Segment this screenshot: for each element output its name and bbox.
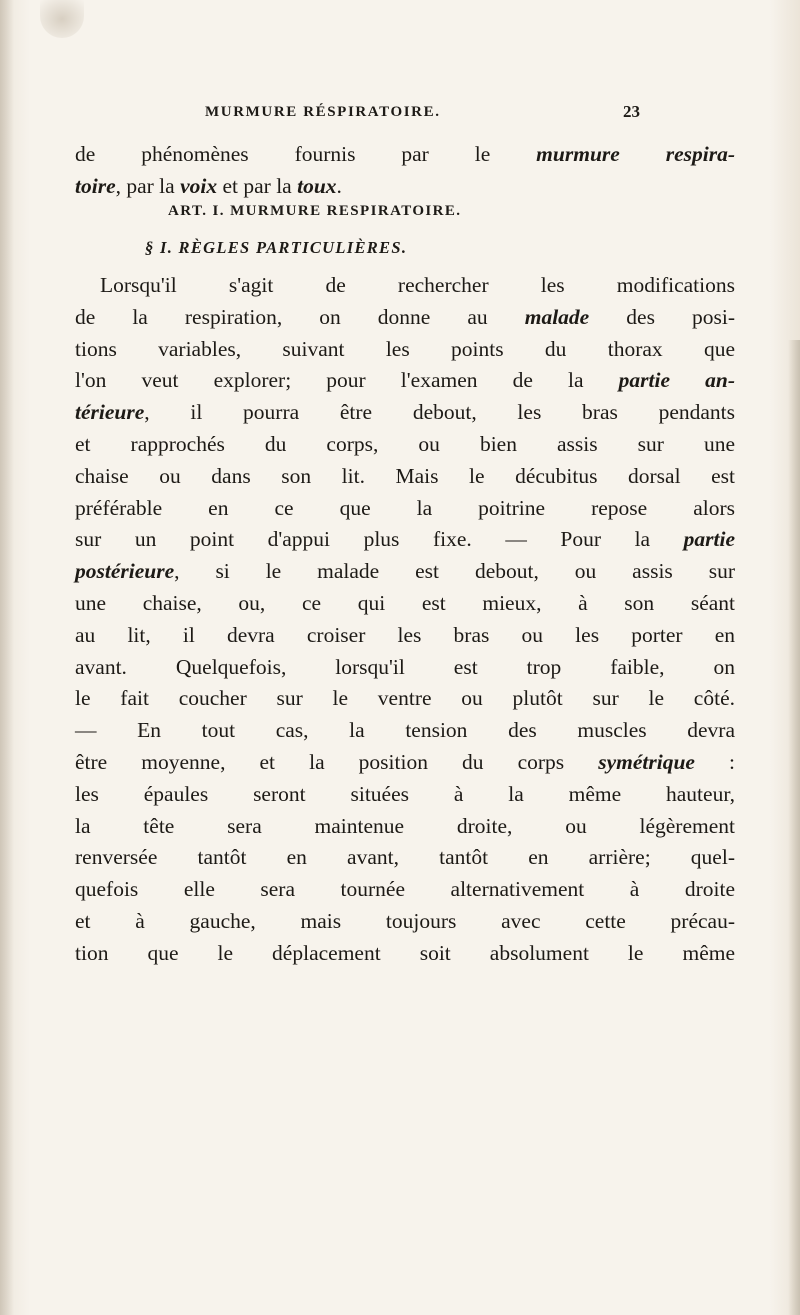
text-line: et rapprochés du corps, ou bien assis sur une (75, 431, 735, 456)
text-line: avant. Quelquefois, lorsqu'il est trop faible, on (75, 654, 735, 679)
text-line: quefois elle sera tournée alternativement à droite (75, 877, 735, 902)
text-line: une chaise, ou, ce qui est mieux, à son séant (75, 590, 735, 615)
body-paragraph (75, 270, 735, 970)
text-line: et à gauche, mais toujours avec cette précau- (75, 908, 735, 933)
text-line: Lorsqu'il s'agit de rechercher les modifications (100, 273, 735, 297)
section-title: § I. RÈGLES PARTICULIÈRES. (145, 238, 408, 257)
text-line: préférable en ce que la poitrine repose alors (75, 495, 735, 520)
text-line: l'on veut explorer; pour l'examen de la partie an- (75, 368, 735, 393)
page-edge-shadow (788, 340, 800, 1315)
text-line: tions variables, suivant les points du thorax que (75, 336, 735, 361)
text-line: au lit, il devra croiser les bras ou les porter en (75, 622, 735, 647)
text-line: la tête sera maintenue droite, ou légèrement (75, 813, 735, 838)
text-line: de la respiration, on donne au malade des posi- (75, 304, 735, 329)
intro-paragraph (75, 139, 735, 203)
text-line: le fait coucher sur le ventre ou plutôt sur le côté. (75, 686, 735, 711)
text-line: chaise ou dans son lit. Mais le décubitus dorsal est (75, 463, 735, 488)
paper-smudge (40, 0, 84, 38)
page-number: 23 (623, 102, 640, 121)
text-line: toire, par la voix et par la toux. (75, 173, 342, 198)
text-line: être moyenne, et la position du corps symétrique : (75, 749, 735, 774)
text-line: térieure, il pourra être debout, les bras pendants (75, 400, 735, 425)
text-line: de phénomènes fournis par le murmure respira- (75, 142, 735, 166)
text-line: renversée tantôt en avant, tantôt en arrière; quel- (75, 845, 735, 870)
text-line: postérieure, si le malade est debout, ou assis sur (75, 559, 735, 584)
text-line: tion que le déplacement soit absolument le même (75, 940, 735, 965)
text-line: — En tout cas, la tension des muscles devra (75, 718, 735, 743)
running-head: MURMURE RÉSPIRATOIRE. (205, 104, 441, 120)
text-line: sur un point d'appui plus fixe. — Pour la partie (75, 527, 735, 552)
page-gutter-shadow (0, 0, 14, 1315)
text-line: les épaules seront situées à la même hauteur, (75, 781, 735, 806)
page-header (205, 104, 640, 128)
article-title: ART. I. MURMURE RESPIRATOIRE. (168, 203, 462, 219)
